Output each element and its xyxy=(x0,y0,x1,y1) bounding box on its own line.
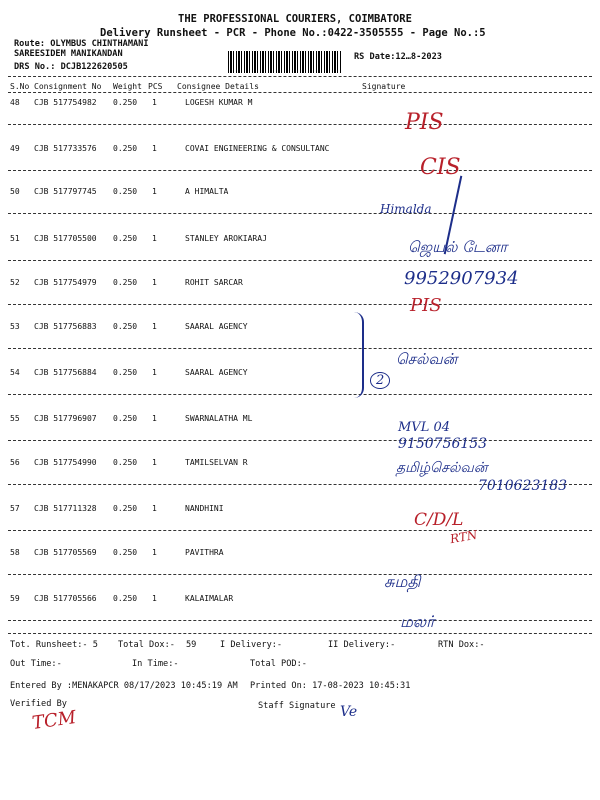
header-rule-bottom xyxy=(8,92,592,93)
row-pcs: 1 xyxy=(152,548,157,557)
handwritten-tamil-58: சுமதி xyxy=(384,572,421,591)
printed-on: Printed On: 17-08-2023 10:45:31 xyxy=(250,681,411,691)
verified-by: Verified By xyxy=(10,699,67,709)
handwritten-tamil-51: ஜெயல் டேனா xyxy=(408,238,508,256)
runsheet-subtitle: Delivery Runsheet - PCR - Phone No.:0422-3505555 - Page No.:5 xyxy=(100,27,486,39)
row-cons: CJB 517754990 xyxy=(34,458,97,467)
row-pcs: 1 xyxy=(152,234,157,243)
row-weight: 0.250 xyxy=(113,278,138,287)
row-consignee: LOGESH KUMAR M xyxy=(185,98,253,107)
rtn-dox: RTN Dox:- xyxy=(438,640,485,650)
row-sno: 52 xyxy=(10,278,20,287)
row-divider xyxy=(8,124,592,125)
in-time: In Time:- xyxy=(132,659,179,669)
route-label: Route: OLYMBUS CHINTHAMANI xyxy=(14,39,149,49)
header-rule-top xyxy=(8,76,592,77)
handwritten-cdl-57: C/D/L xyxy=(414,510,464,530)
row-cons: CJB 517754982 xyxy=(34,98,97,107)
row-sno: 55 xyxy=(10,414,20,423)
tot-runsheet: Tot. Runsheet:- 5 xyxy=(10,640,98,650)
row-weight: 0.250 xyxy=(113,187,138,196)
verifier-signature: TCM xyxy=(30,707,78,734)
total-dox-value: 59 xyxy=(186,640,197,650)
row-pcs: 1 xyxy=(152,187,157,196)
row-sno: 54 xyxy=(10,368,20,377)
company-title: THE PROFESSIONAL COURIERS, COIMBATORE xyxy=(178,13,412,25)
row-weight: 0.250 xyxy=(113,144,138,153)
handwritten-rtn-57: RTN xyxy=(448,527,479,547)
row-cons: CJB 517797745 xyxy=(34,187,97,196)
handwritten-tamil-59: மலர் xyxy=(400,612,435,631)
handwritten-phone-51: 9952907934 xyxy=(404,268,519,289)
row-weight: 0.250 xyxy=(113,322,138,331)
handwritten-cis-49: CIS xyxy=(420,155,461,180)
col-consignee: Consignee Details xyxy=(177,82,259,91)
row-sno: 57 xyxy=(10,504,20,513)
handwritten-phone-56: 7010623183 xyxy=(478,478,568,494)
row-divider xyxy=(8,530,592,531)
row-pcs: 1 xyxy=(152,458,157,467)
row-divider xyxy=(8,394,592,395)
handwritten-pis-48: PIS xyxy=(405,110,444,135)
col-consignment: Consignment No xyxy=(34,82,102,91)
row-consignee: NANDHINI xyxy=(185,504,224,513)
row-cons: CJB 517756883 xyxy=(34,322,97,331)
row-pcs: 1 xyxy=(152,368,157,377)
footer-rule xyxy=(8,633,592,634)
row-pcs: 1 xyxy=(152,278,157,287)
row-divider xyxy=(8,620,592,621)
staff-signature-mark: Ve xyxy=(340,704,358,720)
row-pcs: 1 xyxy=(152,98,157,107)
row-cons: CJB 517705569 xyxy=(34,548,97,557)
row-sno: 53 xyxy=(10,322,20,331)
row-weight: 0.250 xyxy=(113,504,138,513)
row-sno: 58 xyxy=(10,548,20,557)
row-weight: 0.250 xyxy=(113,368,138,377)
row-divider xyxy=(8,213,592,214)
row-sno: 48 xyxy=(10,98,20,107)
row-weight: 0.250 xyxy=(113,548,138,557)
row-cons: CJB 517756884 xyxy=(34,368,97,377)
row-cons: CJB 517711328 xyxy=(34,504,97,513)
row-divider xyxy=(8,260,592,261)
drs-number: DRS No.: DCJB122620505 xyxy=(14,62,128,72)
row-consignee: STANLEY AROKIARAJ xyxy=(185,234,267,243)
row-pcs: 1 xyxy=(152,504,157,513)
entered-by: Entered By :MENAKAPCR 08/17/2023 10:45:19 AM xyxy=(10,681,238,691)
row-consignee: TAMILSELVAN R xyxy=(185,458,248,467)
total-pod: Total POD:- xyxy=(250,659,307,669)
row-divider xyxy=(8,440,592,441)
col-sno: S.No xyxy=(10,82,30,91)
staff-name: SAREESIDEM MANIKANDAN xyxy=(14,49,123,59)
col-pcs: PCS xyxy=(148,82,163,91)
row-consignee: COVAI ENGINEERING & CONSULTANC xyxy=(185,144,330,153)
bracket-53-54 xyxy=(354,312,364,398)
row-weight: 0.250 xyxy=(113,234,138,243)
col-weight: Weight xyxy=(113,82,142,91)
row-consignee: SAARAL AGENCY xyxy=(185,368,248,377)
row-consignee: PAVITHRA xyxy=(185,548,224,557)
handwritten-himalda: Himalda xyxy=(380,202,432,216)
col-signature: Signature xyxy=(362,82,406,91)
ii-delivery: II Delivery:- xyxy=(328,640,396,650)
out-time: Out Time:- xyxy=(10,659,62,669)
total-dox: Total Dox:- xyxy=(118,640,175,650)
row-pcs: 1 xyxy=(152,594,157,603)
rs-date: RS Date:12…8-2023 xyxy=(354,52,442,62)
row-divider xyxy=(8,348,592,349)
row-sno: 49 xyxy=(10,144,20,153)
row-cons: CJB 517705566 xyxy=(34,594,97,603)
handwritten-tamil-53: செல்வன் xyxy=(396,350,458,368)
row-weight: 0.250 xyxy=(113,98,138,107)
row-consignee: SWARNALATHA ML xyxy=(185,414,253,423)
handwritten-bracket-number: 2 xyxy=(370,372,390,389)
row-divider xyxy=(8,304,592,305)
row-cons: CJB 517705500 xyxy=(34,234,97,243)
row-consignee: KALAIMALAR xyxy=(185,594,234,603)
row-divider xyxy=(8,170,592,171)
row-weight: 0.250 xyxy=(113,458,138,467)
row-sno: 59 xyxy=(10,594,20,603)
row-divider xyxy=(8,574,592,575)
row-consignee: A HIMALTA xyxy=(185,187,229,196)
row-consignee: ROHIT SARCAR xyxy=(185,278,243,287)
row-sno: 51 xyxy=(10,234,20,243)
handwritten-phone-55: 9150756153 xyxy=(398,436,488,452)
row-pcs: 1 xyxy=(152,144,157,153)
row-pcs: 1 xyxy=(152,414,157,423)
handwritten-pis-52: PIS xyxy=(410,295,442,316)
row-cons: CJB 517754979 xyxy=(34,278,97,287)
row-sno: 56 xyxy=(10,458,20,467)
row-cons: CJB 517796907 xyxy=(34,414,97,423)
handwritten-tamil-56: தமிழ்செல்வன் xyxy=(396,460,488,476)
row-consignee: SAARAL AGENCY xyxy=(185,322,248,331)
row-weight: 0.250 xyxy=(113,594,138,603)
staff-signature: Staff Signature xyxy=(258,701,336,711)
i-delivery: I Delivery:- xyxy=(220,640,283,650)
handwritten-mvl-55: MVL 04 xyxy=(398,420,451,435)
row-sno: 50 xyxy=(10,187,20,196)
barcode-image xyxy=(228,51,342,73)
row-cons: CJB 517733576 xyxy=(34,144,97,153)
row-weight: 0.250 xyxy=(113,414,138,423)
row-pcs: 1 xyxy=(152,322,157,331)
